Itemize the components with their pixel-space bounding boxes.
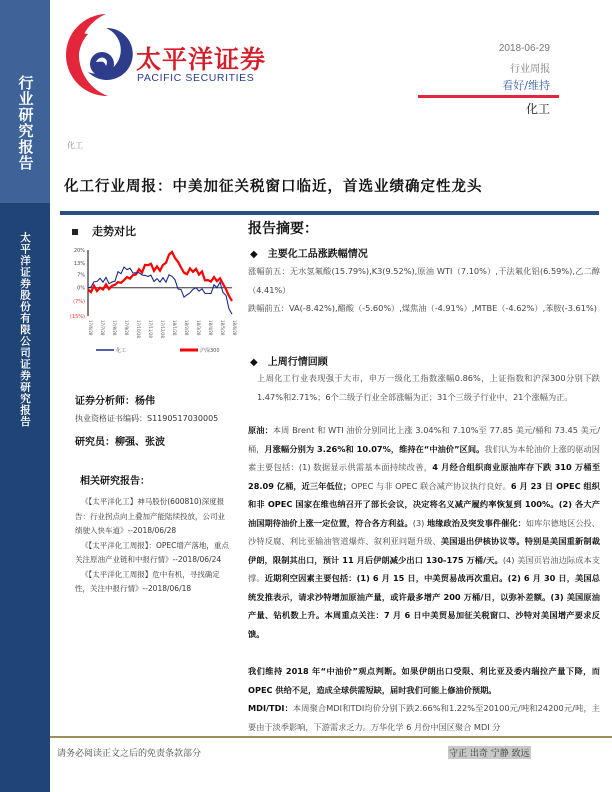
crude-paragraph — [248, 421, 600, 643]
trend-heading — [72, 223, 136, 239]
svg-text:化工: 化工 — [116, 348, 127, 354]
sidebar-company: 太平洋证券股份有限公司证券研究报告 — [19, 232, 31, 428]
svg-text:(15%): (15%) — [69, 314, 85, 320]
svg-text:18/4/28: 18/4/28 — [208, 320, 213, 336]
svg-text:17/12/28: 17/12/28 — [160, 320, 165, 338]
related-report-item[interactable]: 《【太平洋化工周报】危中有机，寻找确定性，关注中报行情》--2018/06/18 — [75, 569, 220, 593]
crude-text: (4) 美国页岩油边际成本支撑。 — [248, 554, 601, 583]
title-divider — [60, 211, 599, 215]
mdi-paragraph — [248, 699, 600, 736]
crude-text: 如库尔德地区公投、沙特反腐、利比亚输油管道爆炸、叙利亚问题升级、 — [248, 517, 600, 546]
researchers: 研究员：柳强、张波 — [75, 437, 165, 448]
report-date: 2018-06-29 — [498, 43, 550, 54]
trend-chart — [62, 240, 242, 360]
svg-text:沪深300: 沪深300 — [200, 348, 220, 354]
footer-motto: 守正 出奇 宁静 致远 — [448, 746, 531, 759]
related-reports-list — [75, 495, 230, 597]
crude-emph: 地缘政治及突发事件催化： — [427, 517, 526, 528]
svg-text:0%: 0% — [77, 285, 85, 292]
section-title: 上周行情回顾 — [267, 357, 328, 368]
review-paragraph: 上周化工行业表现强于大市，申万一级化工指数涨幅0.86%，上证指数和沪深300分别下跌1.47%和2.71%；6个二级子行业全部涨幅为正；31个三级子行业中，21个涨幅为正。 — [257, 373, 600, 402]
svg-text:18/1/28: 18/1/28 — [172, 320, 177, 336]
view-text: 我们维持 2018 年“中油价”观点判断。如果伊朗出口受限、利比亚及委内瑞拉产量下降，而 OPEC 供给不足，造成全球供需短缺，届时我们可能上修油价预期。 — [248, 666, 600, 695]
crude-emph: 4 月经合组织商业原油库存下跌 310 万桶至 28.09 亿桶，近三年低位； — [248, 462, 601, 491]
losers-paragraph: 跌幅前五：VA(-8.42%),醋酸（-5.60%）,煤焦油（-4.91%）,MTBE（-4.62%）,苯胺(-3.61%) — [248, 303, 597, 313]
crude-emph: 近期利空因素主要包括：(1) 6 月 15 日，中美贸易战再次重启。(2) 6 月 30 日，美国总统发推表示，请求沙特增加原油产量，或许最多增产 200 万桶/日，以弥补差额。(3) 美国原油产量、钻机数上升。本周重点关注：7 月 6 日中美贸易加征关税窗口、沙特对美国增产要求反馈。 — [248, 573, 600, 639]
header-red-rule — [418, 95, 559, 98]
crude-text: (3) — [412, 517, 428, 528]
svg-text:18/3/28: 18/3/28 — [196, 320, 201, 336]
svg-text:7%: 7% — [77, 272, 85, 279]
square-bullet-icon — [72, 229, 78, 235]
sidebar-title-text: 行业研究报告 — [16, 75, 35, 171]
crude-emph: 月涨幅分别为 3.26%和 10.07%，维持在“中油价”区间。 — [264, 443, 485, 454]
industry-label: 化工 — [525, 102, 550, 116]
logo-name-cn: 太平洋证券 — [136, 45, 267, 74]
crude-text: 我们认为本轮油价上涨的驱动因素主要包括：(1) 数据显示供需基本面持续改善， — [248, 443, 600, 472]
svg-text:18/6/28: 18/6/28 — [232, 320, 237, 336]
svg-text:18/5/28: 18/5/28 — [220, 320, 225, 336]
logo-name-en: PACIFIC SECURITIES — [137, 72, 255, 84]
analyst-cert: 执业资格证书编码：S1190517030005 — [75, 414, 219, 423]
related-report-item[interactable]: 《【太平洋化工】神马股份(600810)深度报告：行业拐点向上叠加产能陆续投放，公司业绩驶入快车道》--2018/06/28 — [75, 497, 225, 535]
breadcrumb: 化工 — [67, 141, 83, 150]
svg-text:17/11/28: 17/11/28 — [148, 320, 153, 338]
related-reports-heading: 相关研究报告： — [80, 476, 150, 487]
crude-emph: 美国退出伊核协议等。特别是美国重新制裁伊朗，限制其出口，预计 11 月后伊朗减少出口 130-175 万桶/天。 — [248, 536, 600, 565]
related-report-item[interactable]: 《【太平洋化工周报】：OPEC增产落地，重点关注原油产业链和中报行情》--2018/06/24 — [75, 540, 229, 564]
gainers-paragraph: 涨幅前五：无水氢氟酸(15.79%),K3(9.52%),原油 WTI（7.10%）,干法氟化铝(6.59%),乙二醇（4.41%） — [248, 266, 600, 295]
section-price-changes — [250, 245, 368, 260]
summary-heading: 报告摘要： — [248, 221, 318, 237]
mdi-text: 本周聚合MDI和TDI均价分别下跌2.66%和1.22%至20100元/吨和24200元/吨，主要由于淡季影响，下游需求乏力。万华化学 6 月份中国区聚合 MDI 分 — [248, 703, 600, 732]
chart-legend-graphic — [62, 344, 242, 358]
svg-text:17/9/28: 17/9/28 — [124, 320, 129, 336]
svg-text:(7%): (7%) — [73, 298, 85, 305]
section-weekly-review — [250, 353, 328, 368]
trend-heading-text: 走势对比 — [92, 225, 136, 238]
report-title: 化工行业周报：中美加征关税窗口临近，首选业绩确定性龙头 — [64, 178, 483, 195]
diamond-bullet-icon: ◆ — [250, 249, 258, 260]
svg-text:17/8/28: 17/8/28 — [112, 320, 117, 336]
section-title: 主要化工品涨跌幅情况 — [267, 249, 368, 260]
diamond-bullet-icon: ◆ — [250, 357, 258, 368]
analyst: 证券分析师：杨伟 — [75, 396, 155, 407]
svg-text:13%: 13% — [73, 261, 85, 268]
svg-text:18/2/28: 18/2/28 — [184, 320, 189, 336]
mdi-label: MDI/TDI： — [248, 703, 293, 713]
report-type: 行业周报 — [510, 64, 550, 75]
svg-text:17/7/28: 17/7/28 — [100, 320, 105, 336]
crude-text: 本周 Brent 和 WTI 油价分别同比上涨 3.04%和 7.10%至 77.85 美元/桶和 73.45 美元/桶， — [248, 425, 600, 454]
svg-text:17/6/28: 17/6/28 — [88, 320, 93, 336]
trend-chart-plot — [62, 240, 242, 360]
svg-text:20%: 20% — [73, 248, 85, 254]
svg-text:17/10/28: 17/10/28 — [136, 320, 141, 338]
crude-emph: 6 月 23 日 OPEC 组织和非 OPEC 国家在维也纳召开了部长会议，决定将名义减产履约率恢复到 100%。(2) 各大产油国期待油价上涨一定位置，符合各方利益。 — [248, 480, 600, 528]
sidebar-title — [0, 75, 50, 195]
view-paragraph — [248, 662, 600, 699]
crude-text: OPEC 与非 OPEC 联合减产协议执行良好。 — [351, 480, 511, 491]
footer-rule — [50, 736, 612, 738]
footer-disclaimer: 请务必阅读正文之后的免责条款部分 — [57, 749, 202, 759]
logo-emblem-icon — [64, 10, 134, 98]
chart-legend — [62, 344, 242, 358]
rating: 看好/维持 — [502, 79, 550, 92]
crude-label: 原油： — [248, 425, 273, 435]
